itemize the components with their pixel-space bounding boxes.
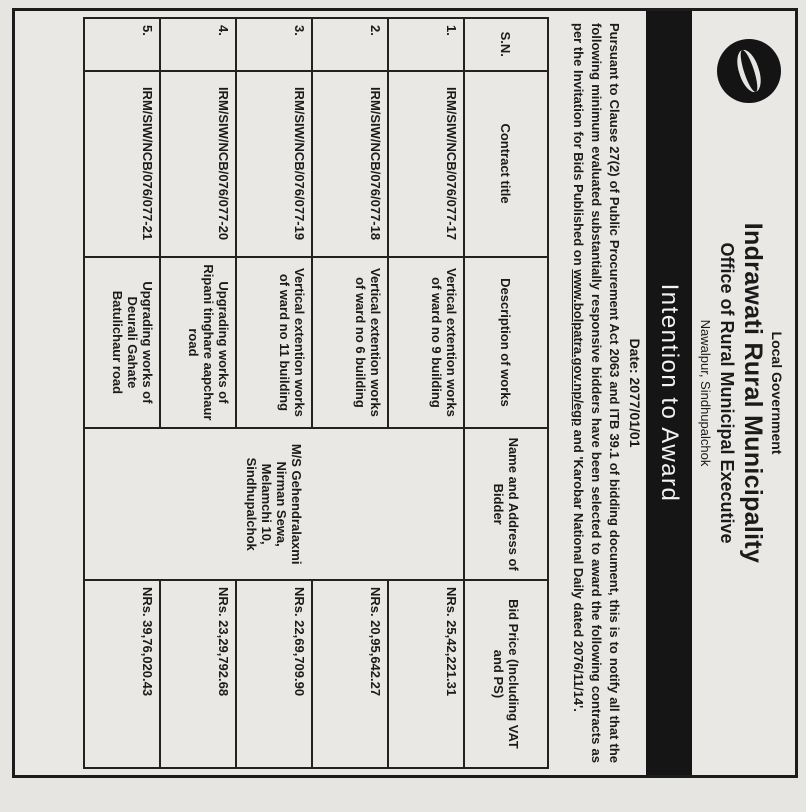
- header-contract-title: Contract title: [464, 71, 548, 257]
- table-row: [160, 18, 236, 768]
- cell-bid-price: NRs. 39,76,020.43: [84, 580, 160, 768]
- header-sn: S.N.: [464, 18, 548, 71]
- cell-contract-title: IRM/SIW/NCB/076/077-21: [84, 71, 160, 257]
- cell-description: Upgrading works of Deurali Gahate Batulichaur road: [84, 257, 160, 429]
- cell-sn: 1.: [388, 18, 464, 71]
- cell-bid-price: NRs. 23,29,792.68: [160, 580, 236, 768]
- table-row: [84, 18, 160, 768]
- notice-title: Intention to Award: [656, 283, 683, 503]
- local-government-label: Local Government: [769, 331, 785, 455]
- cell-bid-price: NRs. 25,42,221.31: [388, 580, 464, 768]
- cell-contract-title: IRM/SIW/NCB/076/077-17: [388, 71, 464, 257]
- notice-paragraph: [569, 23, 623, 763]
- cell-bidder: M/S Gehendralaxmi Nirman Sewa, Melamchi 10, Sindhupalchok: [84, 428, 464, 580]
- cell-bid-price: NRs. 22,69,709.90: [236, 580, 312, 768]
- header-description: Description of works: [464, 257, 548, 429]
- table-row: [312, 18, 388, 768]
- municipality-name: Indrawati Rural Municipality: [739, 222, 767, 564]
- cell-sn: 3.: [236, 18, 312, 71]
- award-table: [83, 17, 549, 769]
- notice-frame: [12, 8, 798, 778]
- cell-sn: 4.: [160, 18, 236, 71]
- cell-sn: 2.: [312, 18, 388, 71]
- notice-date: Date: 2077/01/01: [627, 338, 643, 448]
- cell-description: Vertical extention works of ward no 11 building: [236, 257, 312, 429]
- paragraph-main: Pursuant to Clause 27(2) of Public Procurement Act 2063 and ITB 39.1 of bidding document, this is to notify all that the following minimum evaluated substantially responsive bidders have been selected to award the following contracts as per the Invitation for Bids Published on: [571, 23, 622, 763]
- cell-description: Upgrading works of Ripani tinghare aapchaur road: [160, 257, 236, 429]
- cell-bid-price: NRs. 20,95,642.27: [312, 580, 388, 768]
- cell-contract-title: IRM/SIW/NCB/076/077-19: [236, 71, 312, 257]
- cell-sn: 5.: [84, 18, 160, 71]
- office-address: Nawalpur, Sindhupalchok: [698, 319, 713, 467]
- table-row: [388, 18, 464, 768]
- cell-contract-title: IRM/SIW/NCB/076/077-20: [160, 71, 236, 257]
- table-row: [236, 18, 312, 768]
- cell-contract-title: IRM/SIW/NCB/076/077-18: [312, 71, 388, 257]
- notice-header: [627, 11, 795, 775]
- paragraph-end: and 'Karobar National Daily dated 2076/11/14'.: [571, 429, 586, 712]
- bolpatra-link[interactable]: www.bolpatra.gov.np/egp: [571, 269, 586, 427]
- header-bidder: Name and Address of Bidder: [464, 428, 548, 580]
- notice-title-bar: [646, 11, 692, 775]
- office-name: Office of Rural Municipal Executive: [717, 242, 737, 544]
- header-bid-price: Bid Price (Including VAT and PS): [464, 580, 548, 768]
- cell-description: Vertical extention works of ward no 6 building: [312, 257, 388, 429]
- cell-description: Vertical extention works of ward no 9 building: [388, 257, 464, 429]
- table-header-row: [464, 18, 548, 768]
